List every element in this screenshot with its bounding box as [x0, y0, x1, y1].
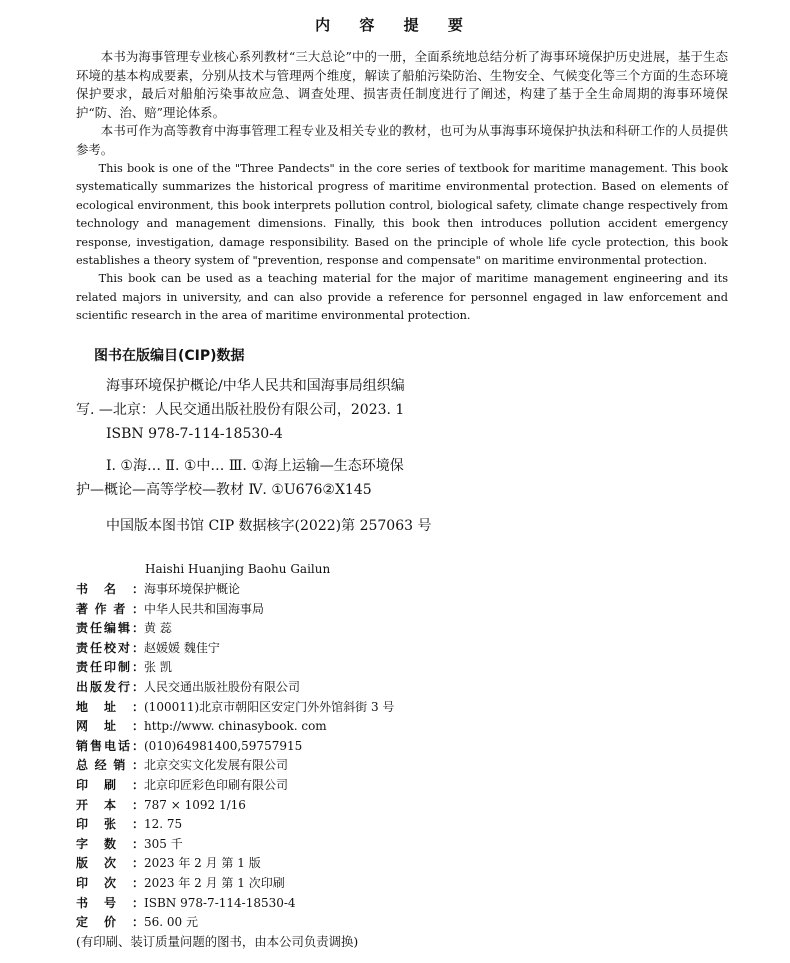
- info-value: 56. 00 元: [144, 915, 198, 930]
- cip-class-line: 护—概论—高等学校—教材 Ⅳ. ①U676②X145: [76, 482, 372, 498]
- info-label: 书 名 ：: [76, 582, 144, 596]
- info-row: [76, 796, 676, 816]
- info-row: [76, 600, 676, 620]
- cip-library: [76, 514, 506, 538]
- info-label: 责 任 校 对 ：: [76, 640, 144, 655]
- info-value: 黄 蕊: [144, 621, 172, 636]
- info-value: 北京交实文化发展有限公司: [144, 758, 289, 773]
- info-row: [76, 913, 676, 933]
- pinyin-title: Haishi Huanjing Baohu Gailun: [145, 562, 331, 576]
- info-label: 责 任 编 辑 ：: [76, 621, 144, 636]
- info-value: (010)64981400,59757915: [144, 738, 303, 753]
- abstract-chinese: [76, 48, 728, 160]
- info-value: 中华人民共和国海事局: [144, 601, 265, 616]
- info-row: [76, 776, 676, 796]
- info-value: ISBN 978-7-114-18530-4: [144, 895, 296, 910]
- cip-publisher-line: 写. —北京：人民交通出版社股份有限公司，2023. 1: [76, 402, 405, 418]
- info-value: 787 × 1092 1/16: [144, 797, 246, 812]
- abstract-en-paragraph: This book can be used as a teaching material for the major of maritime management engineering and its related majors in university, and can also provide a reference for personnel engaged in law enforcement and scientific research in the area of maritime environmental protection.: [76, 272, 728, 323]
- info-label: 印 刷 ：: [76, 777, 144, 792]
- info-label: 字 数 ：: [76, 836, 144, 851]
- info-row: [76, 580, 676, 600]
- page-title: 内 容 提 要: [315, 16, 475, 34]
- cip-heading: 图书在版编目(CIP)数据: [94, 348, 245, 364]
- info-row: [76, 835, 676, 855]
- cip-isbn: ISBN 978-7-114-18530-4: [106, 426, 283, 442]
- info-row: [76, 737, 676, 757]
- info-label: 版 次 ：: [76, 856, 144, 871]
- abstract-english: [76, 160, 728, 326]
- info-row: [76, 756, 676, 776]
- info-row: [76, 854, 676, 874]
- info-label: 著 作 者 ：: [76, 601, 144, 616]
- info-value: 北京印匠彩色印刷有限公司: [144, 777, 289, 792]
- info-label: 书 号 ：: [76, 895, 144, 910]
- info-row: [76, 678, 676, 698]
- info-row: [76, 894, 676, 914]
- cip-block: [76, 374, 506, 446]
- cip-library-line: 中国版本图书馆 CIP 数据核字(2022)第 257063 号: [106, 518, 432, 534]
- info-value: 人民交通出版社股份有限公司: [144, 679, 301, 694]
- info-label: 开 本 ：: [76, 797, 144, 812]
- info-row: [76, 815, 676, 835]
- info-row: [76, 658, 676, 678]
- info-value: 赵媛媛 魏佳宁: [144, 640, 220, 655]
- info-label: 印 次 ：: [76, 875, 144, 890]
- cip-title-line: 海事环境保护概论/中华人民共和国海事局组织编: [106, 378, 405, 394]
- info-value: 12. 75: [144, 817, 183, 832]
- info-value: 2023 年 2 月 第 1 版: [144, 856, 261, 871]
- info-value: 海事环境保护概论: [144, 582, 241, 596]
- cip-class-line: Ⅰ. ①海… Ⅱ. ①中… Ⅲ. ①海上运输—生态环境保: [106, 458, 404, 474]
- info-row: [76, 717, 676, 737]
- info-label: 地 址 ：: [76, 699, 144, 714]
- info-label: 责 任 印 制 ：: [76, 660, 144, 675]
- info-label: 印 张 ：: [76, 817, 144, 832]
- info-label: 定 价 ：: [76, 915, 144, 930]
- quality-note: (有印刷、装订质量问题的图书，由本公司负责调换): [76, 934, 359, 949]
- info-row: [76, 698, 676, 718]
- info-row: [76, 639, 676, 659]
- info-value: 305 千: [144, 836, 183, 851]
- cip-classification: [76, 454, 506, 502]
- info-label: 总 经 销 ：: [76, 758, 144, 773]
- info-value: http://www. chinasybook. com: [144, 719, 327, 734]
- abstract-zh-paragraph: 本书为海事管理专业核心系列教材“三大总论”中的一册，全面系统地总结分析了海事环境保护历史进展，基于生态环境的基本构成要素，分别从技术与管理两个维度，解读了船舶污染防治、生物安全、气候变化等三个方面的生态环境保护要求，最后对船舶污染事故应急、调查处理、损害责任制度进行了阐述，构建了基于全生命周期的海事环境保护“防、治、赔”理论体系。: [76, 49, 728, 120]
- info-value: 2023 年 2 月 第 1 次印刷: [144, 875, 285, 890]
- abstract-en-paragraph: This book is one of the "Three Pandects" in the core series of textbook for maritime management. This book systematically summarizes the historical progress of maritime environmental protection. Based on elements of ecological environment, this book interprets pollution control, biological safety, climate change respectively from technology and management dimensions. Finally, this book then introduces pollution accident emergency response, investigation, damage responsibility. Based on the principle of whole life cycle protection, this book establishes a theory system of "prevention, response and compensate" on maritime environmental protection.: [76, 162, 728, 268]
- info-label: 网 址 ：: [76, 719, 144, 734]
- info-label: 出 版 发 行 ：: [76, 679, 144, 694]
- info-value: (100011)北京市朝阳区安定门外外馆斜街 3 号: [144, 699, 395, 714]
- info-row: [76, 619, 676, 639]
- info-label: 销 售 电 话 ：: [76, 738, 144, 753]
- publication-info: [76, 580, 676, 933]
- info-row: [76, 874, 676, 894]
- info-value: 张 凯: [144, 660, 172, 675]
- abstract-zh-paragraph: 本书可作为高等教育中海事管理工程专业及相关专业的教材，也可为从事海事环境保护执法和科研工作的人员提供参考。: [76, 123, 728, 157]
